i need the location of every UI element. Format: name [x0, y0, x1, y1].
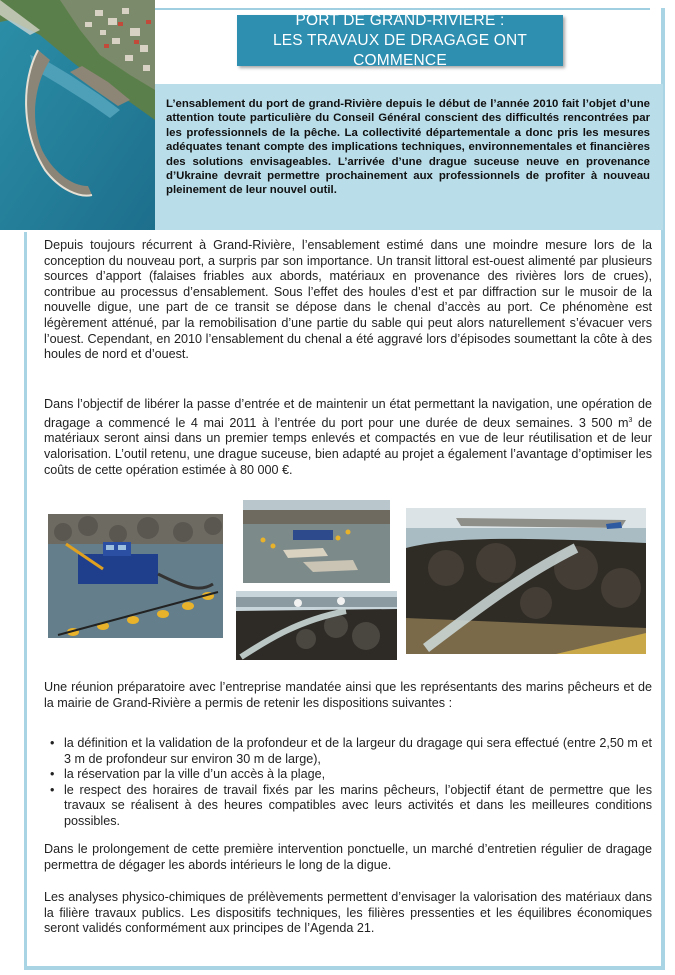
aerial-port-photo — [0, 0, 155, 230]
left-border-line — [24, 232, 27, 970]
bullet-icon: • — [50, 736, 55, 750]
lead-text: L’ensablement du port de grand-Rivière depuis le début de l’année 2010 fait l’objet d’une attention toute particulière du Conseil Général conscient des difficultés rencontrées par les professionnels de la pêche. La collectivité départementale a donc pris les mesures adéquates tenant compte des implications techniques, environnementales et financières des solutions envisageables. L’arrivée d’une drague suceuse neuve en provenance d’Ukraine devrait permettre prochainement aux professionnels de profiter à nouveau pleinement de leur nouvel outil. — [166, 98, 650, 197]
dredger-boat-photo — [48, 514, 223, 638]
paragraph-meeting: Une réunion préparatoire avec l’entreprise mandatée ainsi que les représentants des marins pêcheurs et de la mairie de Grand-Rivière a permis de retenir les dispositions suivantes : — [44, 680, 652, 710]
title-line-1: PORT DE GRAND-RIVIERE : — [295, 11, 505, 29]
bullet-icon: • — [50, 782, 55, 797]
harbour-boats-photo — [243, 500, 390, 583]
paragraph-analyses: Les analyses physico-chimiques de prélèvements permettent d’envisager la valorisation des matériaux dans la filière travaux publics. Les dispositifs techniques, les filières pressenties et les équilibres économiques seront validés conformément aux principes de l’Agenda 21. — [44, 890, 652, 936]
title-line-2: LES TRAVAUX DE DRAGAGE ONT COMMENCE — [272, 31, 528, 69]
list-item — [50, 736, 652, 767]
bullet-icon: • — [50, 767, 55, 782]
list-item — [50, 767, 652, 783]
lead-box — [154, 84, 663, 230]
bullet-text: la définition et la validation de la profondeur et de la largeur du dragage qui sera effectué (entre 2,50 m et 3 m de profondeur sur environ 30 m de large), — [64, 736, 652, 766]
paragraph-2-part-1: Dans l’objectif de libérer la passe d’entrée et de maintenir un état permettant la navigation, une opération de dragage a commencé le 4 mai 2011 à l’entrée du port pour une durée de deux semaines. 3 500 m — [44, 397, 652, 430]
list-item — [50, 783, 652, 830]
paragraph-1: Depuis toujours récurrent à Grand-Rivière, l’ensablement estimé dans une moindre mesure lors de la conception du nouveau port, a surpris par son importance. Un transit littoral est-ouest alimenté par plusieurs sources d’apport (falaises friables aux abords, matériaux en provenance des rivières lors de crues), contribue au processus d’ensablement. Sous l’effet des houles d’est et par diffraction sur le musoir de la nouvelle digue, une part de ce transit se dépose dans le chenal d’accès au port. Ce phénomène est légèrement atténué, par la remobilisation d’une partie du sable qui peut alors naturellement s’évacuer vers l’ouest. Cependant, en 2010 l’ensablement du chenal a été aggravé lors d’épisodes soumettant la côte à des houles de nord et d’ouest. — [44, 238, 652, 362]
bottom-border-line — [24, 966, 665, 970]
sediment-outfall-photo — [406, 508, 646, 654]
discharge-pipe-photo — [236, 591, 397, 660]
cubic-superscript: 3 — [628, 416, 633, 424]
paragraph-2 — [44, 397, 652, 478]
paragraph-maintenance: Dans le prolongement de cette première intervention ponctuelle, un marché d’entretien régulier de dragage permettra de dégager les abords intérieurs le long de la digue. — [44, 842, 652, 872]
paragraph-2-part-2: de matériaux seront ainsi dans un premier temps enlevés et compactés en vue de leur réutilisation et de leur valorisation. L’outil retenu, une drague suceuse, bien adapté au projet a également l’avantage d’optimiser les coûts de cette opération estimée à 80 000 €. — [44, 415, 653, 477]
article-title — [237, 11, 563, 69]
bullet-text: le respect des horaires de travail fixés par les marins pêcheurs, l’objectif étant de permettre que les travaux se réalisent à des heures compatibles avec leurs activités et dans les meilleures conditions possibles. — [64, 782, 652, 828]
bullet-list — [50, 736, 652, 830]
bullet-text: la réservation par la ville d’un accès à la plage, — [64, 767, 326, 782]
